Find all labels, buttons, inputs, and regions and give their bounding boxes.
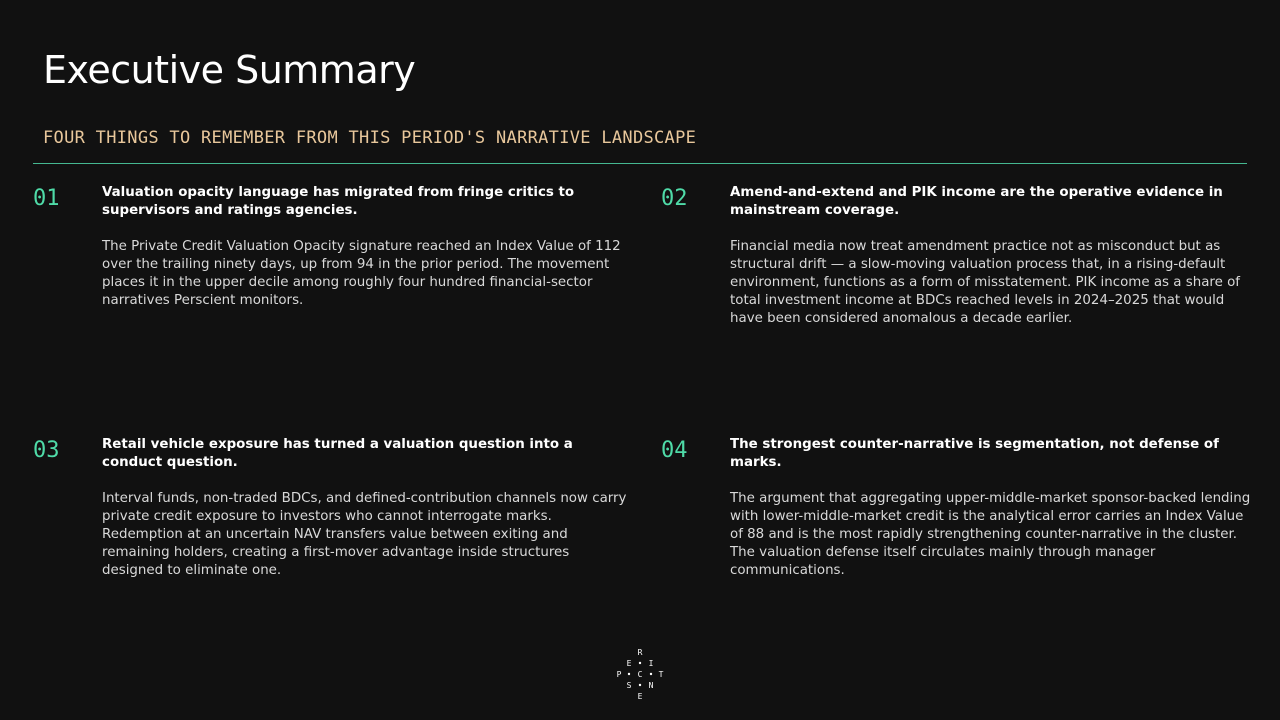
page-subtitle: FOUR THINGS TO REMEMBER FROM THIS PERIOD'S NARRATIVE LANDSCAPE — [43, 128, 697, 148]
logo-dot — [639, 662, 641, 664]
logo-letter: E — [637, 692, 643, 701]
logo-dot — [628, 673, 630, 675]
item-number: 04 — [661, 438, 688, 463]
logo-letter: R — [637, 648, 643, 657]
logo-letter: S — [626, 681, 632, 690]
logo-letter: T — [658, 670, 664, 679]
item-body — [730, 184, 1260, 328]
item-text: Financial media now treat amendment practice not as misconduct but as structural drift — a slow-moving valuation process that, in a rising-default environment, functions as a form of misstatement. PIK income as a share of total investment income at BDCs reached levels in 2024–2025 that would have been considered anomalous a decade earlier. — [730, 239, 1241, 326]
logo-letter: E — [626, 659, 632, 668]
item-text: The Private Credit Valuation Opacity signature reached an Index Value of 112 over the trailing ninety days, up from 94 in the prior period. The movement places it in the upper decile among roughly four hundred financial-sector narratives Perscient monitors. — [102, 239, 621, 308]
item-number: 03 — [33, 438, 60, 463]
item-text: Interval funds, non-traded BDCs, and defined-contribution channels now carry private credit exposure to investors who cannot interrogate marks. Redemption at an uncertain NAV transfers value between exiting and remaining holders, creating a first-mover advantage inside structures designed to eliminate one. — [102, 491, 627, 578]
item-body — [730, 436, 1260, 580]
item-body — [102, 436, 632, 580]
logo-dot — [650, 673, 652, 675]
divider — [33, 163, 1247, 164]
logo-letter: P — [616, 670, 622, 679]
item-number: 02 — [661, 186, 688, 211]
item-number: 01 — [33, 186, 60, 211]
perscient-logo — [612, 646, 668, 702]
item-text: The argument that aggregating upper-middle-market sponsor-backed lending with lower-middle-market credit is the analytical error carries an Index Value of 88 and is the most rapidly strengthening counter-narrative in the cluster. The valuation defense itself circulates mainly through manager communications. — [730, 491, 1251, 578]
item-body — [102, 184, 632, 310]
page-title: Executive Summary — [43, 48, 416, 92]
logo-letter: I — [648, 659, 654, 668]
logo-dot — [639, 684, 641, 686]
item-heading: The strongest counter-narrative is segmentation, not defense of marks. — [730, 437, 1219, 470]
logo-letter: N — [648, 681, 654, 690]
item-heading: Amend-and-extend and PIK income are the operative evidence in mainstream coverage. — [730, 185, 1223, 218]
item-heading: Retail vehicle exposure has turned a valuation question into a conduct question. — [102, 437, 573, 470]
logo-letter: C — [637, 670, 643, 679]
item-heading: Valuation opacity language has migrated from fringe critics to supervisors and ratings agencies. — [102, 185, 575, 218]
